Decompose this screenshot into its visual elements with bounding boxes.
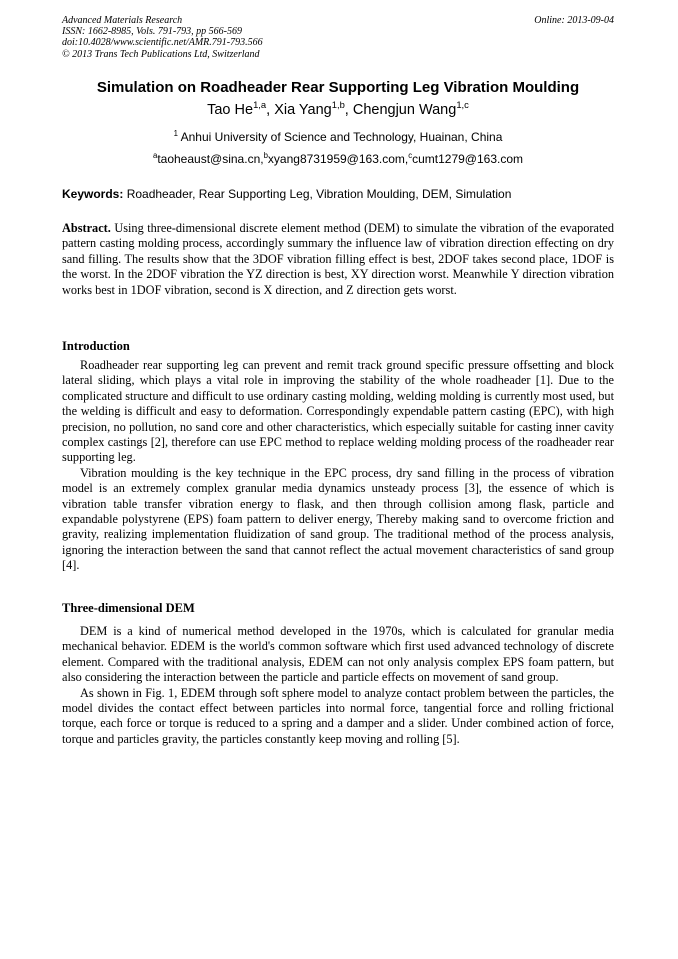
section-heading-introduction: Introduction — [62, 339, 130, 353]
keywords-line — [62, 186, 622, 202]
email-address[interactable]: cumt1279@163.com — [412, 152, 524, 166]
copyright-line: © 2013 Trans Tech Publications Ltd, Switzerland — [62, 48, 260, 60]
introduction-section — [62, 358, 614, 574]
affiliation-text: Anhui University of Science and Technology, Huainan, China — [177, 130, 503, 144]
email-address[interactable]: xyang8731959@163.com, — [267, 152, 409, 166]
abstract — [62, 221, 614, 298]
author-affiliation-mark: 1,c — [456, 99, 469, 111]
paragraph: As shown in Fig. 1, EDEM through soft sphere model to analyze contact problem between the particles, the model divides the contact effect between particles into normal force, tangential force and rolling frictional torque, each force or torque is reduced to a spring and a damper and a slider. Under combined action of force, torque and particles gravity, the particles constantly keep moving and rolling [5]. — [62, 685, 614, 746]
author-separator: , — [266, 102, 275, 118]
online-date: Online: 2013-09-04 — [534, 15, 614, 26]
author-list — [62, 100, 614, 120]
author-name: Chengjun Wang — [352, 102, 457, 118]
author-affiliation-mark: 1,b — [331, 99, 345, 111]
email-mark: b — [263, 151, 268, 160]
abstract-text: Using three-dimensional discrete element method (DEM) to simulate the vibration of the evaporated pattern casting molding process, accordingly summary the influence law of vibration direction effecting on dry sand filling. The results show that the 3DOF vibration filling effect is best, 2DOF takes second place, 1DOF is the worst. In the 2DOF vibration the YZ direction is best, XY direction worst. Meanwhile Y direction vibration works best in 1DOF vibration, second is X direction, and Z direction gets worst. — [62, 221, 614, 297]
paragraph: Roadheader rear supporting leg can prevent and remit track ground specific pressure offsetting and block lateral sliding, which plays a vital role in improving the stability of the whole roadheader [1]. Due to the complicated structure and difficult to use ordinary casting molding, welding molding is currently most used, but the welding is difficult and easy to deformation. Correspondingly expendable pattern casting (EPC), with high precision, no pollution, no sand core and other characteristics, which especially suitable for casting inner cavity complex castings [2], therefore can use EPC method to replace welding molding process of the roadheader rear supporting leg. — [62, 358, 614, 465]
affiliation-mark: 1 — [173, 129, 178, 138]
issn-line: ISSN: 1662-8985, Vols. 791-793, pp 566-569 — [62, 26, 242, 38]
author-separator: , — [344, 102, 353, 118]
keywords-label: Keywords: — [62, 187, 124, 201]
email-mark: c — [408, 151, 413, 160]
paragraph: DEM is a kind of numerical method developed in the 1970s, which is calculated for granular media mechanical behavior. EDEM is the world's common software which first used advanced technology of discrete element. Compared with the traditional analysis, EDEM can not only analysis complex EPS foam pattern, but also considering the interaction between the particle and particle effects on movement of sand group. — [62, 624, 614, 685]
journal-header — [62, 15, 614, 60]
email-list — [62, 150, 614, 168]
email-mark: a — [152, 151, 158, 160]
email-address[interactable]: taoheaust@sina.cn, — [157, 152, 264, 166]
author-affiliation-mark: 1,a — [253, 99, 267, 111]
keywords-text: Roadheader, Rear Supporting Leg, Vibration Moulding, DEM, Simulation — [123, 187, 512, 201]
section-heading-dem: Three-dimensional DEM — [62, 601, 195, 615]
dem-section — [62, 624, 614, 747]
paper-title: Simulation on Roadheader Rear Supporting Leg Vibration Moulding — [96, 79, 580, 96]
affiliation — [62, 129, 614, 145]
doi-line: doi:10.4028/www.scientific.net/AMR.791-793.566 — [62, 37, 263, 49]
journal-name: Advanced Materials Research — [62, 15, 183, 26]
author-name: Xia Yang — [274, 102, 332, 118]
abstract-label: Abstract. — [62, 221, 111, 235]
author-name: Tao He — [207, 102, 254, 118]
paragraph: Vibration moulding is the key technique in the EPC process, dry sand filling in the process of vibration model is an extremely complex granular media dynamics unsteady process [3], the essence of which is vibration table transfer vibration energy to flask, and then through collision among flask, particle and expandable polystyrene (EPS) foam pattern to deliver energy, Thereby making sand to overcome friction and gravity, realizing implementation fluidization of sand group. The traditional method of the process analysis, ignoring the interaction between the sand that cannot reflect the actual movement characteristics of sand group [4]. — [62, 465, 614, 573]
